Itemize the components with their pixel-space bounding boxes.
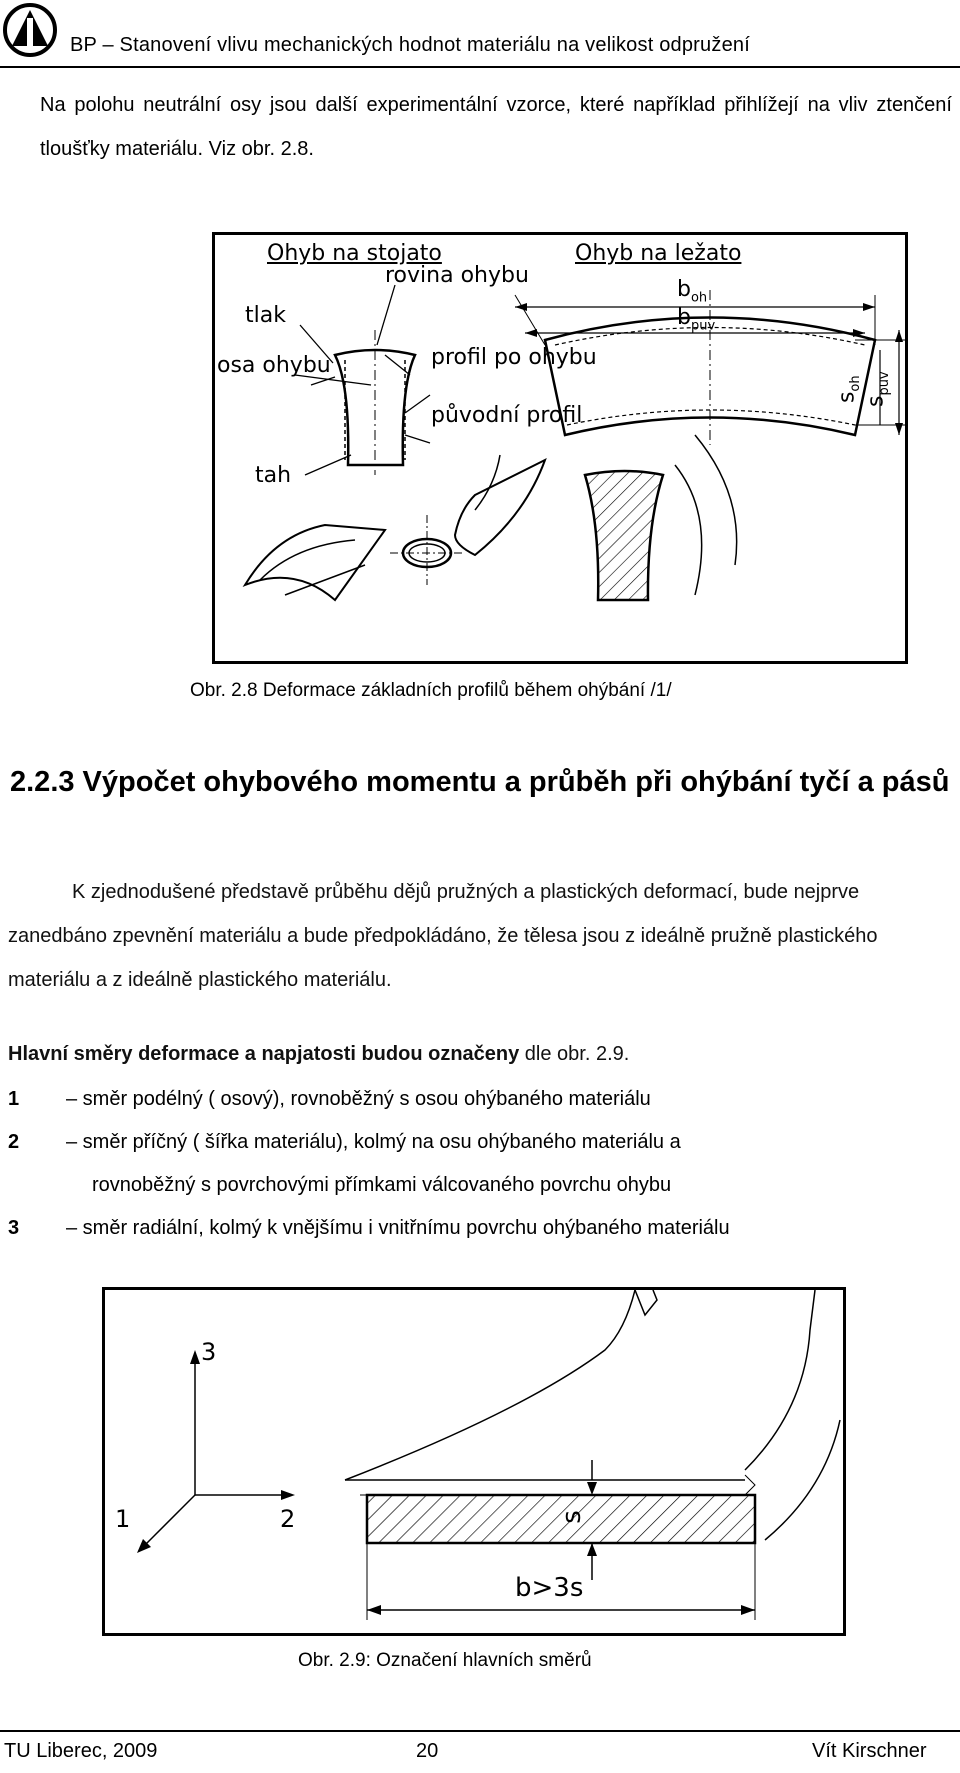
label-s-oh: $s_{oh}$ — [834, 375, 864, 404]
directions-intro — [8, 1032, 952, 1076]
item-number: 3 — [8, 1217, 20, 1239]
page-number: 20 — [416, 1740, 439, 1762]
section-paragraph: K zjednodušené představě průběhu dějů pružných a plastických deformací, bude nejprve zanedbáno zpevnění materiálu a bude předpokládáno, že tělesa jsou z ideálně pružně plastického materiálu a z ideálně plastického materiálu. — [8, 881, 878, 991]
directions-rest: dle obr. 2.9. — [519, 1043, 630, 1065]
item-text: – směr podélný ( osový), rovnoběžný s osou ohýbaného materiálu — [66, 1088, 651, 1110]
figure-deformation-profiles — [212, 232, 908, 664]
label-tlak: tlak — [245, 303, 286, 328]
label-puvodni-profil: původní profil — [431, 403, 583, 428]
figure2-caption: Obr. 2.9: Označení hlavních směrů — [298, 1650, 592, 1671]
header-title: BP – Stanovení vlivu mechanických hodnot materiálu na velikost odpružení — [70, 34, 750, 56]
label-b-3s: b>3s — [515, 1573, 584, 1603]
figure-main-directions — [102, 1287, 846, 1636]
section-heading: 2.2.3 Výpočet ohybového momentu a průběh při ohýbání tyčí a pásů — [10, 766, 950, 798]
university-logo — [2, 2, 58, 58]
intro-paragraph: Na polohu neutrální osy jsou další experimentální vzorce, které například přihlížejí na vliv ztenčení tloušťky materiálu. Viz obr. 2.8. — [40, 94, 952, 160]
item-number: 2 — [8, 1131, 20, 1153]
item-text: rovnoběžný s povrchovými přímkami válcovaného povrchu ohybu — [92, 1174, 672, 1196]
fig1-left-title: Ohyb na stojato — [267, 241, 442, 266]
axis-label-3: 3 — [201, 1338, 217, 1366]
axis-label-1: 1 — [115, 1505, 131, 1533]
footer-divider — [0, 1730, 960, 1732]
label-s-puv: $s_{puv}$ — [863, 371, 893, 408]
fig1-right-title: Ohyb na ležato — [575, 241, 742, 266]
directions-bold: Hlavní směry deformace a napjatosti budou označeny — [8, 1043, 520, 1065]
footer-left: TU Liberec, 2009 — [4, 1740, 158, 1762]
label-s: s — [556, 1510, 587, 1524]
item-text: – směr příčný ( šířka materiálu), kolmý na osu ohýbaného materiálu a — [66, 1131, 681, 1153]
axis-label-2: 2 — [280, 1505, 296, 1533]
label-b-puv: $b_{puv}$ — [677, 305, 716, 334]
label-tah: tah — [255, 463, 292, 488]
item-text: – směr radiální, kolmý k vnějšímu i vnitřnímu povrchu ohýbaného materiálu — [66, 1217, 730, 1239]
header-divider — [0, 66, 960, 68]
label-rovina-ohybu: rovina ohybu — [385, 263, 529, 288]
label-profil-po-ohybu: profil po ohybu — [431, 345, 597, 370]
label-osa-ohybu: osa ohybu — [217, 353, 331, 378]
item-number: 1 — [8, 1088, 20, 1110]
label-b-oh: $b_{oh}$ — [677, 277, 708, 306]
footer-author: Vít Kirschner — [812, 1740, 927, 1762]
figure1-caption: Obr. 2.8 Deformace základních profilů během ohýbání /1/ — [190, 680, 672, 701]
